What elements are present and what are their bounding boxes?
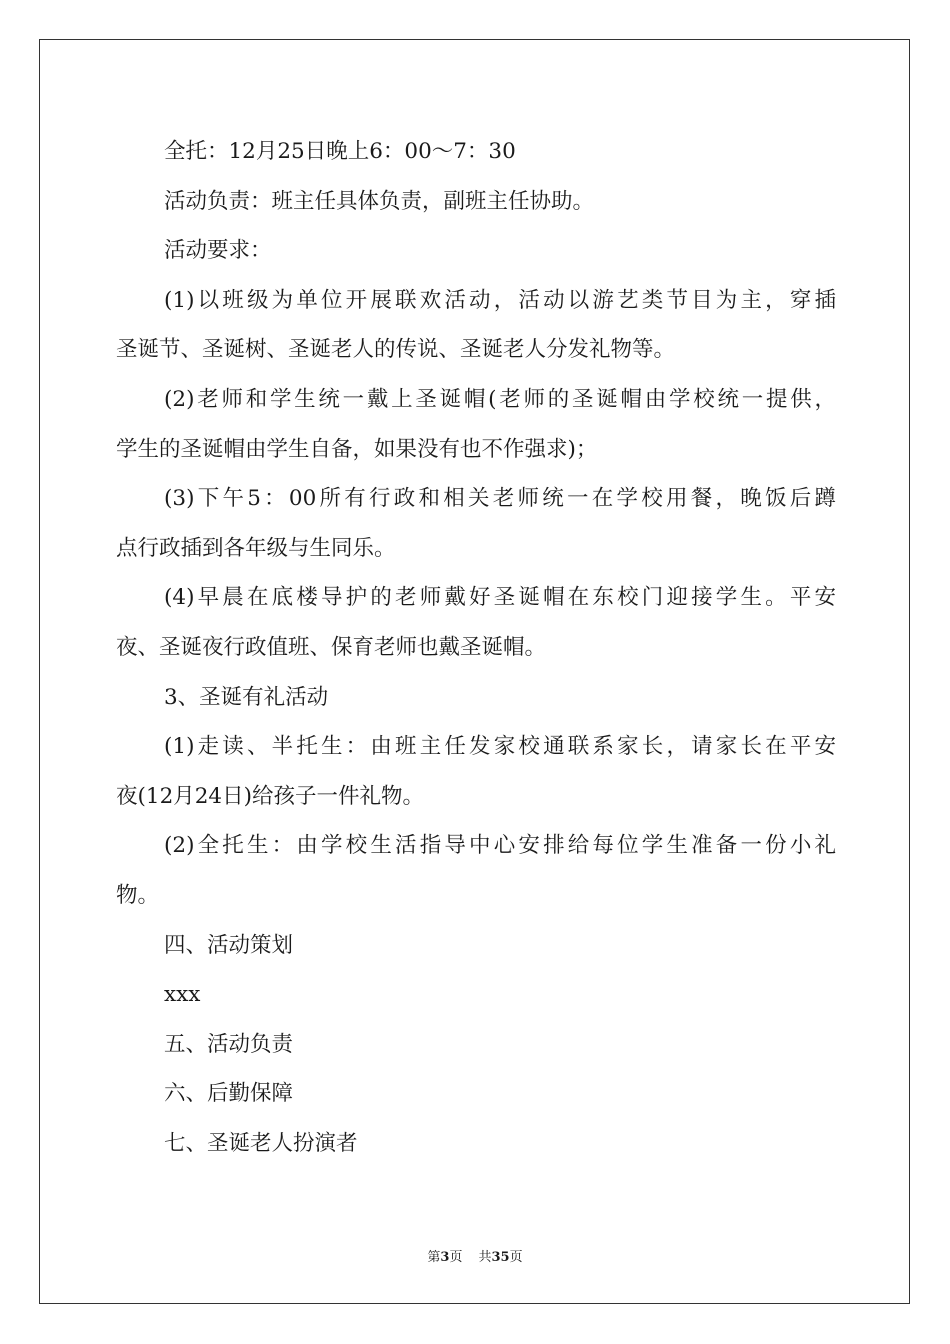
text-line: 点行政插到各年级与生同乐。 bbox=[116, 535, 396, 561]
text-line: 活动负责：班主任具体负责，副班主任协助。 bbox=[164, 188, 595, 214]
text-line: (2)全托生：由学校生活指导中心安排给每位学生准备一份小礼 bbox=[164, 833, 836, 859]
text-line: 学生的圣诞帽由学生自备，如果没有也不作强求)； bbox=[116, 436, 598, 462]
text-line: (3)下午5：00所有行政和相关老师统一在学校用餐，晚饭后蹲 bbox=[164, 486, 836, 512]
footer-page-number: 3 bbox=[440, 1250, 450, 1265]
text-line: 圣诞节、圣诞树、圣诞老人的传说、圣诞老人分发礼物等。 bbox=[116, 337, 676, 363]
document-body bbox=[116, 127, 836, 1168]
text-line: (2)老师和学生统一戴上圣诞帽(老师的圣诞帽由学校统一提供， bbox=[164, 386, 836, 412]
text-line: 夜、圣诞夜行政值班、保育老师也戴圣诞帽。 bbox=[116, 634, 547, 660]
footer-total-suffix: 页 bbox=[509, 1250, 523, 1265]
text-line: (4)早晨在底楼导护的老师戴好圣诞帽在东校门迎接学生。平安 bbox=[164, 585, 836, 611]
text-line: 六、后勤保障 bbox=[164, 1081, 294, 1107]
text-line: 四、活动策划 bbox=[164, 932, 294, 958]
footer-total-prefix: 共 bbox=[478, 1250, 492, 1265]
text-line: (1)走读、半托生：由班主任发家校通联系家长，请家长在平安 bbox=[164, 734, 836, 760]
text-line: 五、活动负责 bbox=[164, 1031, 294, 1057]
text-line: 物。 bbox=[116, 882, 160, 908]
text-line: (1)以班级为单位开展联欢活动，活动以游艺类节目为主，穿插 bbox=[164, 287, 836, 313]
text-line: 3、圣诞有礼活动 bbox=[164, 684, 329, 710]
footer-page-prefix: 第 bbox=[427, 1250, 441, 1265]
footer-page-suffix: 页 bbox=[449, 1250, 463, 1265]
text-line: 活动要求： bbox=[164, 238, 272, 264]
text-line: xxx bbox=[164, 982, 201, 1008]
text-line: 全托：12月25日晚上6：00～7：30 bbox=[164, 139, 516, 164]
page-footer bbox=[0, 1246, 950, 1265]
text-line: 七、圣诞老人扮演者 bbox=[164, 1130, 358, 1156]
text-line: 夜(12月24日)给孩子一件礼物。 bbox=[116, 783, 424, 809]
footer-total-pages: 35 bbox=[491, 1250, 510, 1265]
